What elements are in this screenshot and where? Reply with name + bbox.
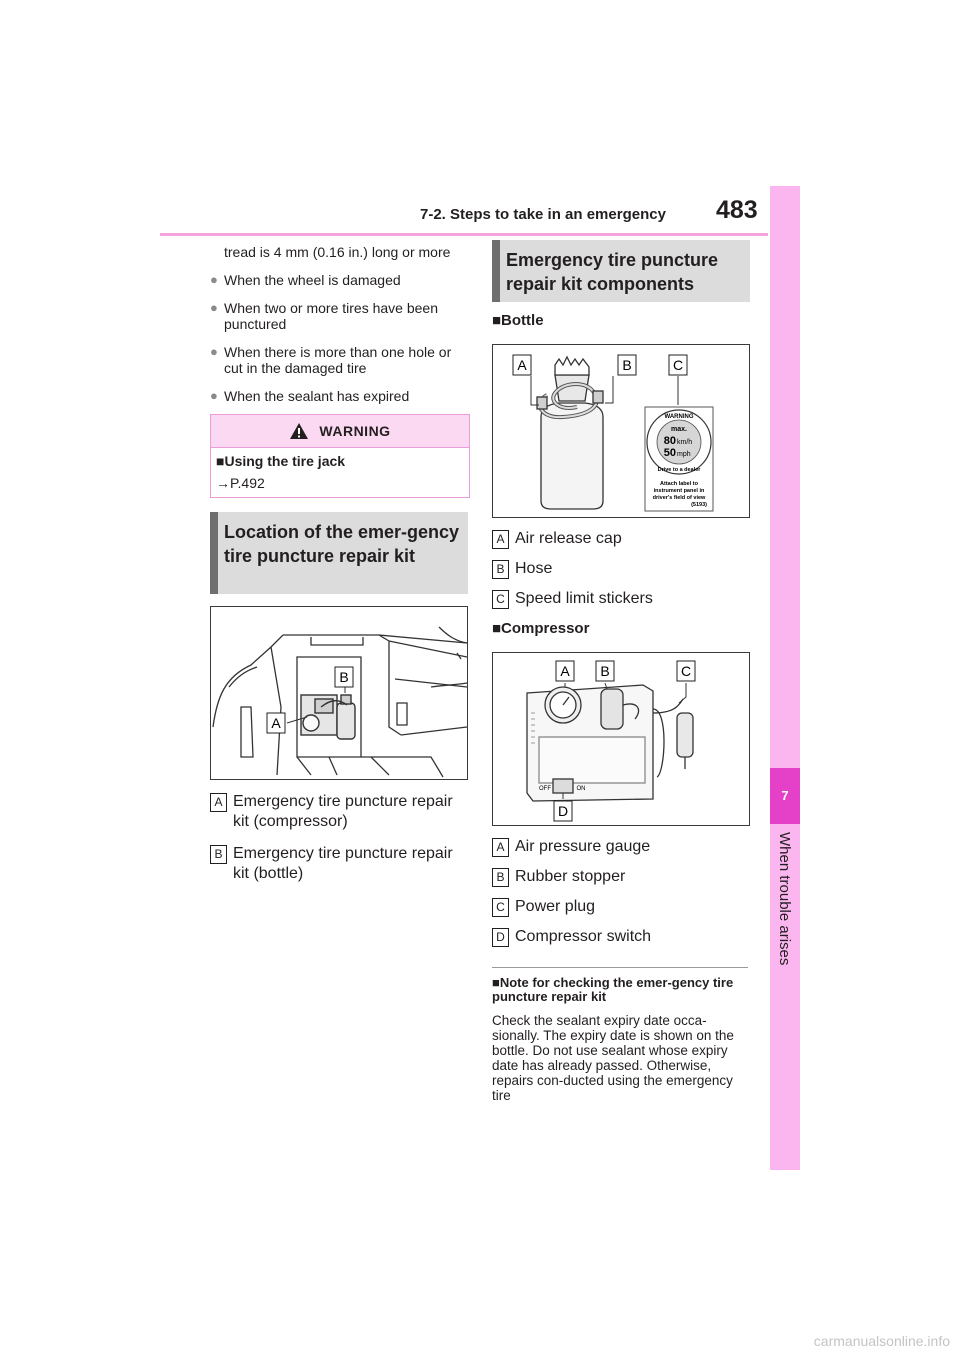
legend-key: B (210, 845, 227, 864)
warning-triangle-icon (289, 422, 309, 440)
sticker-caption: driver's field of view (652, 495, 706, 501)
warning-title: WARNING (319, 423, 391, 439)
note-heading: ■Note for checking the emer-gency tire puncture repair kit (492, 975, 734, 1004)
legend-text: Speed limit stickers (515, 590, 653, 607)
header-rule (160, 233, 768, 236)
legend-text: Compressor switch (515, 928, 652, 945)
legend-text: Rubber stopper (515, 868, 626, 885)
location-heading: Location of the emer-gency tire puncture repair kit (210, 512, 468, 594)
figure-label: A (517, 357, 527, 373)
bottle-figure (492, 344, 750, 518)
legend-text: Hose (515, 560, 553, 577)
legend-item (492, 897, 754, 917)
sticker-mph-unit: mph (677, 451, 691, 458)
legend-text: Air pressure gauge (515, 838, 651, 855)
legend-text: Power plug (515, 898, 596, 915)
sticker-kmh-unit: km/h (677, 439, 693, 446)
sticker-kmh-value: 80 (663, 435, 676, 447)
legend-text: Emergency tire puncture repair kit (bottle) (233, 845, 453, 882)
legend-key: B (492, 560, 509, 579)
legend-key: D (492, 928, 509, 947)
sticker-warning: WARNING (664, 414, 694, 420)
switch-on-label: ON (576, 786, 586, 792)
switch-off-label: OFF (539, 786, 551, 792)
legend-item (492, 837, 754, 857)
legend-text: Emergency tire puncture repair kit (compressor) (233, 793, 453, 830)
legend-item (210, 844, 472, 884)
legend-key: A (210, 793, 227, 812)
list-item: ● When the wheel is damaged (210, 272, 470, 288)
legend-item (492, 529, 754, 549)
sticker-code: (5193) (691, 502, 707, 508)
list-item: ● When the sealant has expired (210, 388, 470, 404)
section-title: 7-2. Steps to take in an emergency (420, 206, 666, 223)
figure-label: A (560, 663, 570, 679)
sticker-caption: instrument panel in (653, 488, 705, 494)
speed-limit-sticker (645, 407, 713, 511)
chapter-tab (770, 186, 800, 1170)
compressor-figure (492, 652, 750, 826)
compressor-illustration (493, 653, 749, 825)
location-legend (210, 792, 472, 884)
chapter-number: 7 (770, 768, 800, 824)
bullet-continuation: tread is 4 mm (0.16 in.) long or more (224, 244, 451, 260)
figure-label: C (680, 663, 692, 679)
sticker-max: max. (671, 426, 687, 433)
page-number: 483 (716, 196, 758, 224)
watermark: carmanualsonline.info (813, 1333, 950, 1349)
sticker-drive-note: Drive to a dealer (657, 467, 701, 473)
condition-list (210, 244, 470, 416)
legend-key: B (492, 868, 509, 887)
legend-item (492, 559, 754, 579)
warning-header (211, 415, 469, 448)
legend-key: A (492, 530, 509, 549)
location-figure (210, 606, 468, 780)
legend-item (492, 589, 754, 609)
legend-key: C (492, 898, 509, 917)
legend-key: C (492, 590, 509, 609)
warning-page-reference[interactable]: →P.492 (216, 475, 265, 491)
figure-label: B (622, 357, 632, 373)
legend-item (492, 867, 754, 887)
components-heading: Emergency tire puncture repair kit components (492, 240, 750, 302)
bottle-heading: ■Bottle (492, 312, 544, 329)
cargo-area-illustration (211, 607, 467, 779)
legend-text: Air release cap (515, 530, 622, 547)
warning-box (210, 414, 470, 498)
figure-label: B (600, 663, 610, 679)
warning-subheading: ■Using the tire jack (216, 453, 346, 469)
list-item: ● When there is more than one hole or cut in the damaged tire (210, 344, 470, 376)
note-body: Check the sealant expiry date occa-sionally. The expiry date is shown on the bottle. Do not use sealant whose expiry date has already passed. Otherwise, repairs con-ducted using the emergency tire (492, 1013, 734, 1103)
note-divider (492, 967, 748, 968)
compressor-legend (492, 837, 754, 947)
chapter-title: When trouble arises (776, 832, 793, 966)
list-item: ● When two or more tires have been punctured (210, 300, 470, 332)
legend-item (210, 792, 472, 832)
sticker-caption: Attach label to (660, 481, 698, 487)
legend-item (492, 927, 754, 947)
sticker-mph-value: 50 (663, 447, 676, 459)
sealant-bottle-illustration (493, 345, 749, 517)
figure-label: A (271, 715, 281, 731)
compressor-heading: ■Compressor (492, 620, 590, 637)
figure-label: B (339, 669, 349, 685)
bottle-legend (492, 529, 754, 609)
figure-label: C (672, 357, 684, 373)
legend-key: A (492, 838, 509, 857)
figure-label: D (557, 803, 569, 819)
